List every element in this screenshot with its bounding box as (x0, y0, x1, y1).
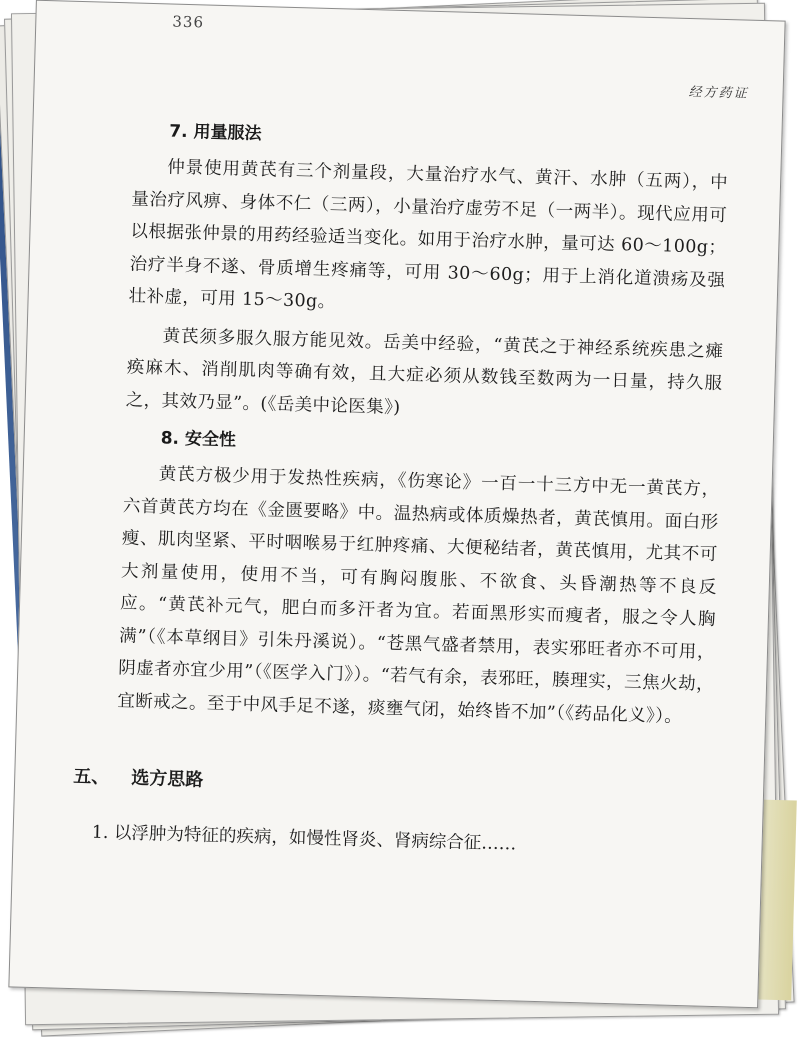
page-number: 336 (172, 12, 205, 32)
chapter-title: 选方思路 (130, 767, 204, 791)
section-heading: 7. 用量服法 (169, 121, 262, 145)
section-heading: 8. 安全性 (160, 428, 237, 451)
running-head: 经方药证 (688, 84, 749, 102)
list-item: 1. 以浮肿为特征的疾病，如慢性肾炎、肾病综合征…… (91, 822, 517, 855)
paragraph: 仲景使用黄芪有三个剂量段，大量治疗水气、黄汗、水肿（五两），中量治疗风痹、身体不仁（三两），小量治疗虚劳不足（一两半）。现代应用可以根据张仲景的用药经验适当变化。如用于治疗水肿，量可达 60～100g；治疗半身不遂、骨质增生疼痛等，可用 30～60g；用于上消化道溃疡及强壮补虚，可用 15～30g。 (128, 157, 729, 313)
document-page (8, 0, 785, 1008)
paragraph: 黄芪方极少用于发热性疾病，《伤寒论》一百一十三方中无一黄芪方，六首黄芪方均在《金匮要略》中。温热病或体质燥热者，黄芪慎用。面白形瘦、肌肉坚紧、平时咽喉易于红肿疼痛、大便秘结者，黄芪慎用，尤其不可大剂量使用，使用不当，可有胸闷腹胀、不欲食、头昏潮热等不良反应。“黄芪补元气，肥白而多汗者为宜。若面黑形实而瘦者，服之令人胸满”（《本草纲目》引朱丹溪说）。“苍黑气盛者禁用，表实邪旺者亦不可用，阴虚者亦宜少用”（《医学入门》）。“若气有余，表邪旺，腠理实，三焦火劫，宜断戒之。至于中风手足不遂，痰壅气闭，始终皆不加”（《药品化义》）。 (117, 464, 720, 727)
adjacent-book-edge (757, 800, 797, 1001)
chapter-heading (73, 762, 711, 806)
page-content (72, 115, 729, 865)
chapter-number: 五、 (72, 766, 110, 789)
paragraph: 黄芪须多服久服方能见效。岳美中经验，“黄芪之于神经系统疾患之瘫痪麻木、消削肌肉等确有效，且大症必须从数钱至数两为一日量，持久服之，其效乃显”。(《岳美中论医集》) (125, 325, 724, 418)
